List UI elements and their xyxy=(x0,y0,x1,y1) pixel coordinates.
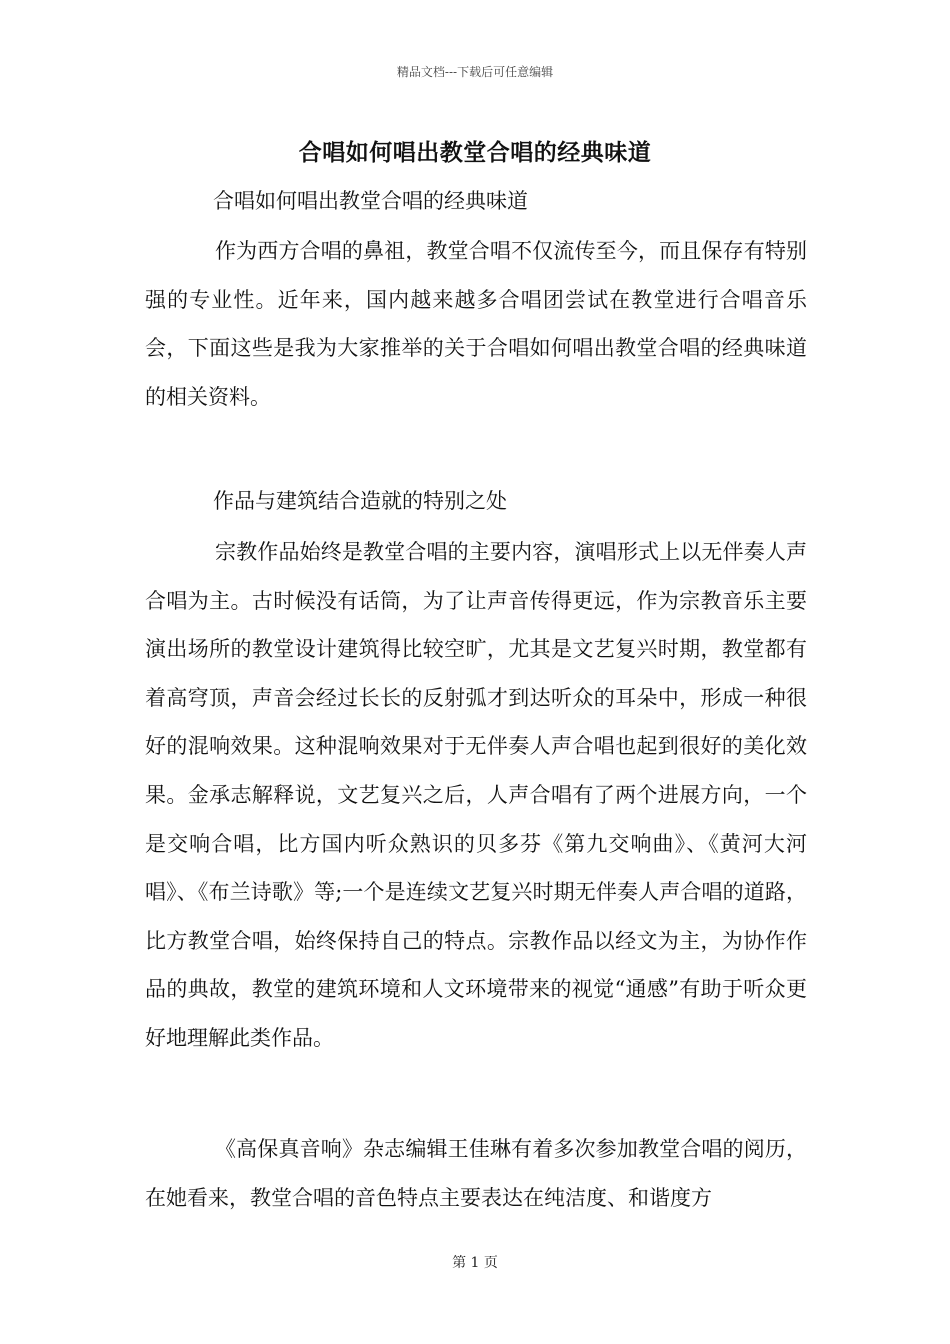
paragraph-2: 宗教作品始终是教堂合唱的主要内容，演唱形式上以无伴奏人声合唱为主。古时候没有话筒，为了让声音传得更远，作为宗教音乐主要演出场所的教堂设计建筑得比较空旷，尤其是文艺复兴时期，教堂都有着高穹顶，声音会经过长长的反射弧才到达听众的耳朵中，形成一种很好的混响效果。这种混响效果对于无伴奏人声合唱也起到很好的美化效果。金承志解释说，文艺复兴之后，人声合唱有了两个进展方向，一个是交响合唱，比方国内听众熟识的贝多芬《第九交响曲》、《黄河大河唱》、《布兰诗歌》等;一个是连续文艺复兴时期无伴奏人声合唱的道路，比方教堂合唱，始终保持自己的特点。宗教作品以经文为主，为协作作品的典故，教堂的建筑环境和人文环境带来的视觉“通感”有助于听众更好地理解此类作品。 xyxy=(145,540,807,1050)
document-title: 合唱如何唱出教堂合唱的经典味道 xyxy=(298,139,652,166)
paragraph-3: 《高保真音响》杂志编辑王佳琳有着多次参加教堂合唱的阅历，在她看来，教堂合唱的音色特点主要表达在纯洁度、和谐度方 xyxy=(145,1137,807,1210)
intro-paragraph: 作为西方合唱的鼻祖，教堂合唱不仅流传至今，而且保存有特别强的专业性。近年来，国内越来越多合唱团尝试在教堂进行合唱音乐会，下面这些是我为大家推举的关于合唱如何唱出教堂合唱的经典味道的相关资料。 xyxy=(145,239,807,409)
paragraph-2-block xyxy=(145,528,807,1063)
page-number: 第 1 页 xyxy=(452,1255,498,1271)
paragraph-3-block xyxy=(145,1125,807,1222)
document-subtitle: 合唱如何唱出教堂合唱的经典味道 xyxy=(213,189,528,213)
section-heading: 作品与建筑结合造就的特别之处 xyxy=(213,489,507,513)
intro-paragraph-block xyxy=(145,227,807,421)
page-header: 精品文档---下载后可任意编辑 xyxy=(396,65,554,79)
